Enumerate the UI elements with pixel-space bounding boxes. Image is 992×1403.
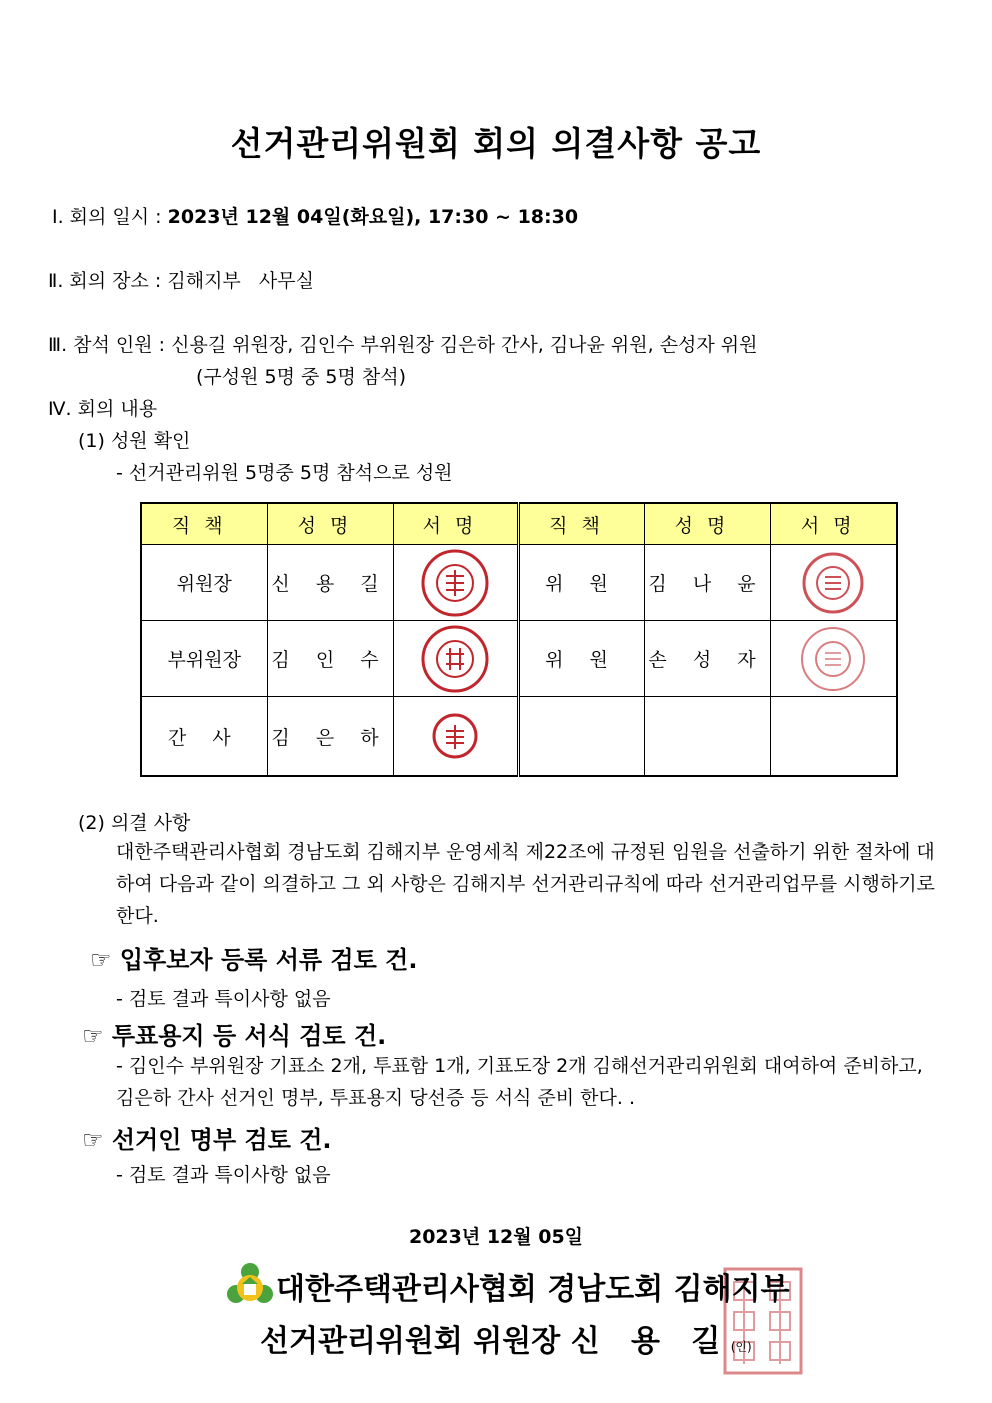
item-detail: - 김인수 부위원장 기표소 2개, 투표함 1개, 기표도장 2개 김해선거관리위원회 대여하여 준비하고, 김은하 간사 선거인 명부, 투표용지 당선증 등 서식 준비 한다. . <box>116 1055 923 1109</box>
section1-value: 2023년 12월 04일(화요일), 17:30 ~ 18:30 <box>167 206 579 228</box>
item-detail: - 검토 결과 특이사항 없음 <box>116 1164 331 1186</box>
role-cell: 위 원 <box>518 545 644 621</box>
table-row <box>141 545 897 621</box>
resolution-heading: (2) 의결 사항 <box>78 812 191 834</box>
name-cell: 김 은 하 <box>267 697 393 777</box>
role-cell: 부위원장 <box>141 621 267 697</box>
header-name: 성명 <box>267 503 393 545</box>
seal-stamp-icon <box>801 551 865 615</box>
chair-signature-line <box>260 1316 752 1360</box>
role-cell: 위 원 <box>518 621 644 697</box>
item-title: 입후보자 등록 서류 검토 건. <box>119 946 418 974</box>
name-cell: 신 용 길 <box>267 545 393 621</box>
association-logo-icon <box>226 1262 274 1308</box>
section3-value: 신용길 위원장, 김인수 부위원장 김은하 간사, 김나윤 위원, 손성자 위원 <box>171 334 758 356</box>
header-signature: 서명 <box>393 503 518 545</box>
name-cell: 김 나 윤 <box>644 545 770 621</box>
resolution-item-1 <box>90 940 417 975</box>
pointing-hand-icon: ☞ <box>82 1126 104 1154</box>
name-cell <box>644 697 770 777</box>
section4-sub1: (1) 성원 확인 <box>78 430 191 452</box>
meeting-place <box>48 266 314 293</box>
signature-cell <box>770 621 897 697</box>
item-title: 선거인 명부 검토 건. <box>111 1126 332 1154</box>
pointing-hand-icon: ☞ <box>90 946 112 974</box>
resolution-item-3 <box>82 1120 332 1155</box>
resolution-item-2 <box>82 1016 386 1051</box>
seal-mark: (인) <box>730 1340 752 1354</box>
table-row <box>141 697 897 777</box>
header-role: 직책 <box>141 503 267 545</box>
section4-label: Ⅳ. 회의 내용 <box>48 398 158 420</box>
page-title: 선거관리위원회 회의 의결사항 공고 <box>230 124 762 163</box>
signature-cell <box>393 545 518 621</box>
attendees-sub: (구성원 5명 중 5명 참석) <box>196 366 406 388</box>
item-detail: - 검토 결과 특이사항 없음 <box>116 988 331 1010</box>
attendees <box>48 330 758 357</box>
role-cell <box>518 697 644 777</box>
seal-stamp-icon <box>430 711 480 761</box>
signature-cell <box>770 545 897 621</box>
role-cell: 간 사 <box>141 697 267 777</box>
seal-stamp-icon <box>420 548 490 618</box>
section3-label: Ⅲ. 참석 인원 : <box>48 334 166 356</box>
header-signature: 서명 <box>770 503 897 545</box>
notice-date: 2023년 12월 05일 <box>408 1226 584 1248</box>
seal-stamp-icon <box>420 624 490 694</box>
section4-sub1-detail: - 선거관리위원 5명중 5명 참석으로 성원 <box>116 462 453 484</box>
header-role: 직책 <box>518 503 644 545</box>
section2-label: Ⅱ. 회의 장소 : <box>48 270 162 292</box>
resolution-body: 대한주택관리사협회 경남도회 김해지부 운영세칙 제22조에 규정된 임원을 선출하기 위한 절차에 대하여 다음과 같이 의결하고 그 외 사항은 김해지부 선거관리규칙에 따라 선거관리업무를 시행하기로 한다. <box>116 841 935 927</box>
meeting-datetime <box>52 202 578 229</box>
table-row <box>141 621 897 697</box>
name-cell: 김 인 수 <box>267 621 393 697</box>
name-cell: 손 성 자 <box>644 621 770 697</box>
chair-title: 선거관리위원회 위원장 신 용 길 <box>260 1324 721 1359</box>
item-title: 투표용지 등 서식 검토 건. <box>111 1022 387 1050</box>
signature-cell <box>393 697 518 777</box>
signature-cell <box>770 697 897 777</box>
table-header-row <box>141 503 897 545</box>
signature-cell <box>393 621 518 697</box>
attendance-signature-table <box>140 502 898 777</box>
section2-value: 김해지부 사무실 <box>167 270 314 292</box>
seal-stamp-icon <box>799 625 867 693</box>
role-cell: 위원장 <box>141 545 267 621</box>
header-name: 성명 <box>644 503 770 545</box>
section1-label: Ⅰ. 회의 일시 : <box>52 206 162 228</box>
association-name: 대한주택관리사협회 경남도회 김해지부 <box>276 1272 790 1307</box>
pointing-hand-icon: ☞ <box>82 1022 104 1050</box>
